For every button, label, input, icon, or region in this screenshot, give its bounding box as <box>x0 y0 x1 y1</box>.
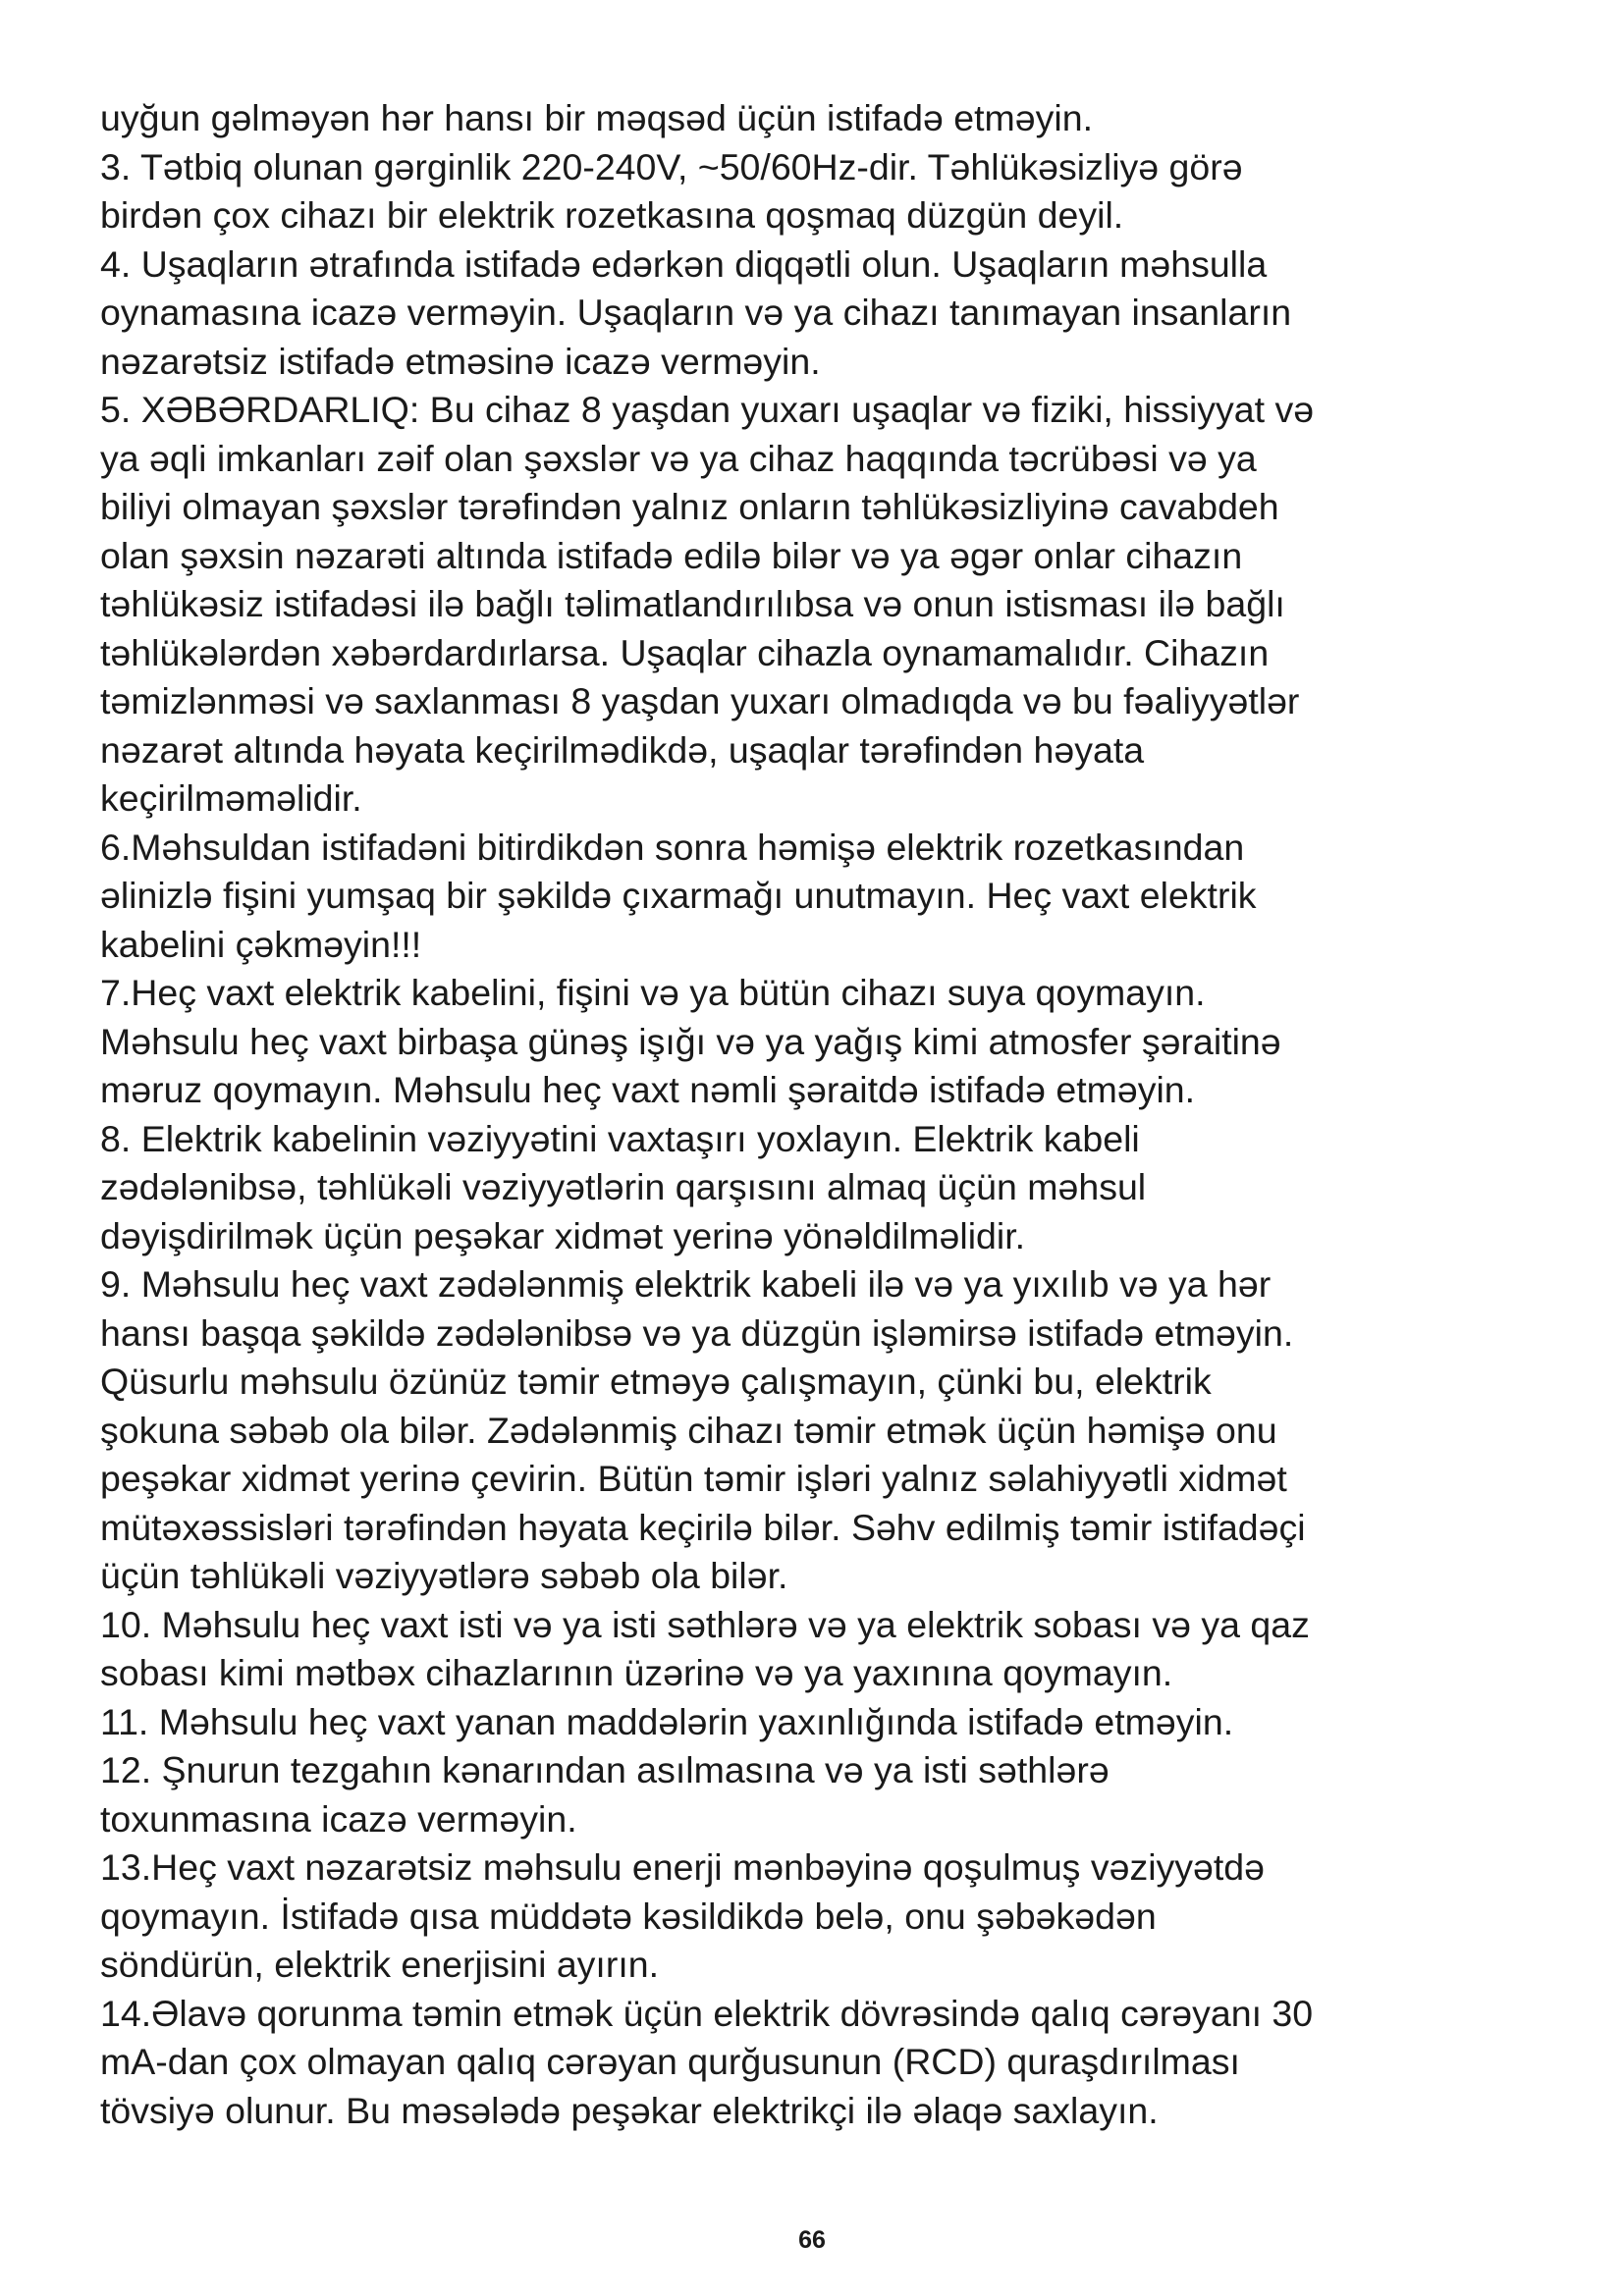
text-line: peşəkar xidmət yerinə çevirin. Bütün təmir işləri yalnız səlahiyyətli xidmət <box>100 1458 1287 1499</box>
text-line: kabelini çəkməyin!!! <box>100 923 422 965</box>
text-line: 6.Məhsuldan istifadəni bitirdikdən sonra həmişə elektrik rozetkasından <box>100 826 1245 868</box>
text-line: söndürün, elektrik enerjisini ayırın. <box>100 1944 660 1985</box>
text-line: sobası kimi mətbəx cihazlarının üzərinə və ya yaxınına qoymayın. <box>100 1652 1173 1693</box>
text-line: hansı başqa şəkildə zədələnibsə və ya düzgün işləmirsə istifadə etməyin. <box>100 1311 1294 1354</box>
text-line: 7.Heç vaxt elektrik kabelini, fişini və ya bütün cihazı suya qoymayın. <box>100 972 1206 1013</box>
text-line: mütəxəssisləri tərəfindən həyata keçirilə bilər. Səhv edilmiş təmir istifadəçi <box>100 1506 1306 1548</box>
text-line: dəyişdirilmək üçün peşəkar xidmət yerinə yönəldilməlidir. <box>100 1214 1026 1256</box>
page-number: 66 <box>798 2226 826 2254</box>
text-line: mA-dan çox olmayan qalıq cərəyan qurğusunun (RCD) quraşdırılması <box>100 2041 1240 2082</box>
text-line: toxunmasına icazə verməyin. <box>100 1797 577 1840</box>
text-line: təmizlənməsi və saxlanması 8 yaşdan yuxarı olmadıqda və bu fəaliyyətlər <box>100 680 1300 721</box>
text-line: əlinizlə fişini yumşaq bir şəkildə çıxarmağı unutmayın. Heç vaxt elektrik <box>100 875 1257 916</box>
text-line: təhlükələrdən xəbərdardırlarsa. Uşaqlar cihazla oynamamalıdır. Cihazın <box>100 631 1270 673</box>
text-line: 14.Əlavə qorunma təmin etmək üçün elektrik dövrəsində qalıq cərəyanı 30 <box>100 1992 1314 2034</box>
text-line: 5. XƏBƏRDARLIQ: Bu cihaz 8 yaşdan yuxarı uşaqlar və fiziki, hissiyyat və <box>100 389 1315 430</box>
text-line: 9. Məhsulu heç vaxt zədələnmiş elektrik kabeli ilə və ya yıxılıb və ya hər <box>100 1263 1272 1305</box>
text-line: olan şəxsin nəzarəti altında istifadə edilə bilər və ya əgər onlar cihazın <box>100 534 1243 576</box>
text-line: birdən çox cihazı bir elektrik rozetkasına qoşmaq düzgün deyil. <box>100 194 1124 236</box>
text-line: ya əqli imkanları zəif olan şəxslər və ya cihaz haqqında təcrübəsi və ya <box>100 437 1257 479</box>
text-line: 3. Tətbiq olunan gərginlik 220-240V, ~50/60Hz-dir. Təhlükəsizliyə görə <box>100 145 1243 187</box>
text-line: təhlükəsiz istifadəsi ilə bağlı təlimatlandırılıbsa və onun istisması ilə bağlı <box>100 583 1285 624</box>
text-line: Qüsurlu məhsulu özünüz təmir etməyə çalışmayın, çünki bu, elektrik <box>100 1361 1212 1402</box>
text-line: biliyi olmayan şəxslər tərəfindən yalnız onların təhlükəsizliyinə cavabdeh <box>100 486 1279 527</box>
text-line: 11. Məhsulu heç vaxt yanan maddələrin yaxınlığında istifadə etməyin. <box>100 1700 1234 1742</box>
text-line: zədələnibsə, təhlükəli vəziyyətlərin qarşısını almaq üçün məhsul <box>100 1166 1147 1207</box>
text-line: şokuna səbəb ola bilər. Zədələnmiş cihazı təmir etmək üçün həmişə onu <box>100 1409 1277 1451</box>
text-line: 12. Şnurun tezgahın kənarından asılmasına və ya isti səthlərə <box>100 1749 1110 1790</box>
text-line: keçirilməməlidir. <box>100 777 362 819</box>
text-line: tövsiyə olunur. Bu məsələdə peşəkar elektrikçi ilə əlaqə saxlayın. <box>100 2089 1159 2131</box>
text-line: nəzarətsiz istifadə etməsinə icazə verməyin. <box>100 340 821 382</box>
text-line: nəzarət altında həyata keçirilmədikdə, uşaqlar tərəfindən həyata <box>100 728 1145 771</box>
text-line: məruz qoymayın. Məhsulu heç vaxt nəmli şəraitdə istifadə etməyin. <box>100 1069 1196 1110</box>
text-line: 13.Heç vaxt nəzarətsiz məhsulu enerji mənbəyinə qoşulmuş vəziyyətdə <box>100 1846 1266 1888</box>
text-line: oynamasına icazə verməyin. Uşaqların və ya cihazı tanımayan insanların <box>100 292 1292 333</box>
text-line: 10. Məhsulu heç vaxt isti və ya isti səthlərə və ya elektrik sobası və ya qaz <box>100 1603 1310 1645</box>
text-line: üçün təhlükəli vəziyyətlərə səbəb ola bilər. <box>100 1555 788 1596</box>
manual-body-text <box>100 94 1534 2135</box>
text-line: 4. Uşaqların ətrafında istifadə edərkən diqqətli olun. Uşaqların məhsulla <box>100 242 1268 285</box>
text-line: qoymayın. İstifadə qısa müddətə kəsildikdə belə, onu şəbəkədən <box>100 1895 1157 1937</box>
text-line: 8. Elektrik kabelinin vəziyyətini vaxtaşırı yoxlayın. Elektrik kabeli <box>100 1117 1140 1159</box>
text-line: Məhsulu heç vaxt birbaşa günəş işığı və ya yağış kimi atmosfer şəraitinə <box>100 1020 1281 1062</box>
text-line: uyğun gəlməyən hər hansı bir məqsəd üçün istifadə etməyin. <box>100 97 1093 138</box>
